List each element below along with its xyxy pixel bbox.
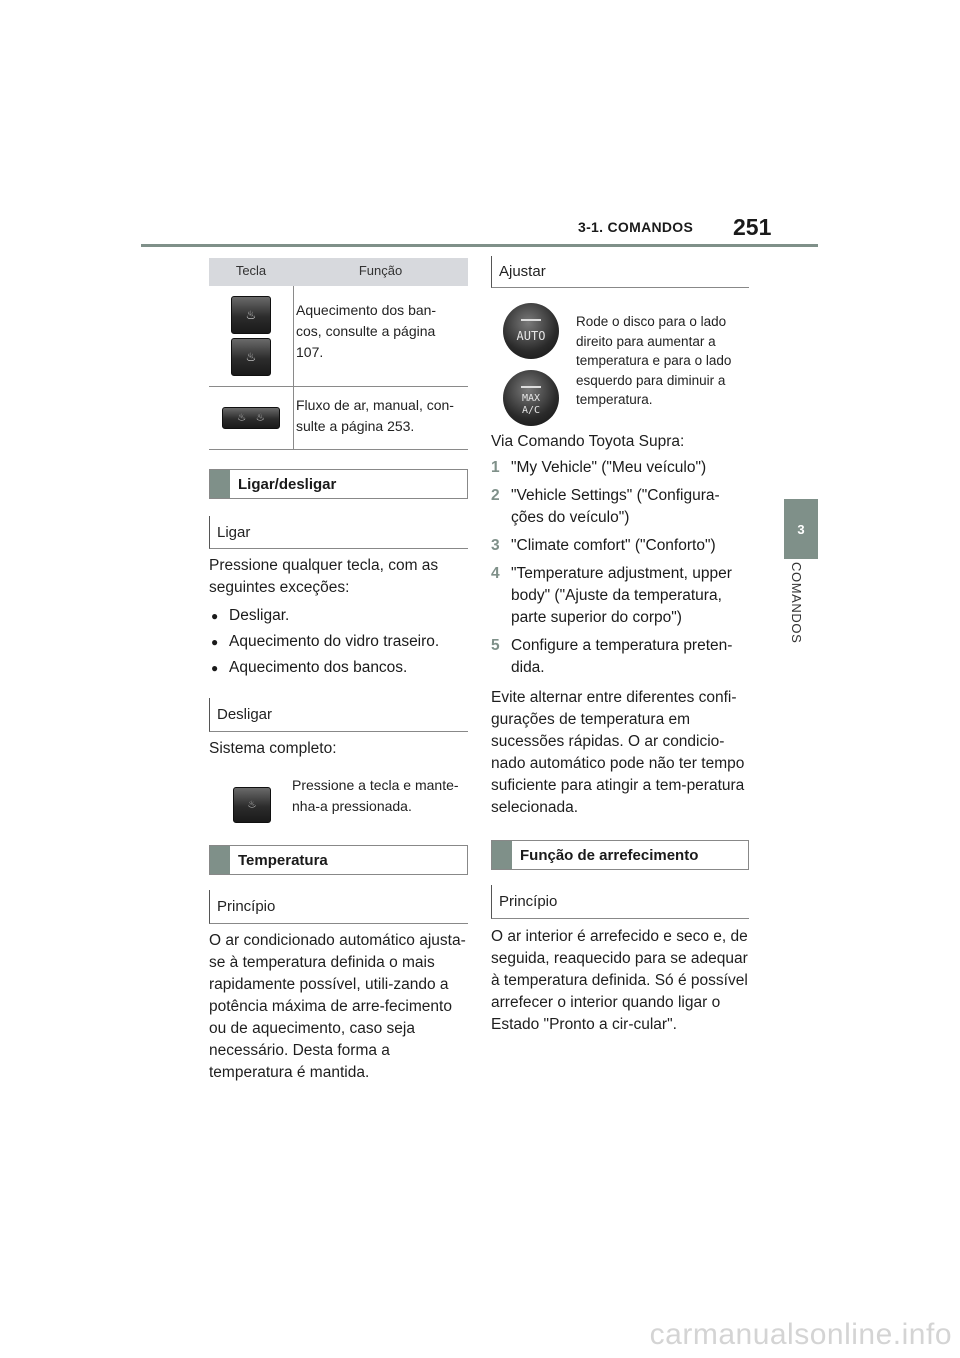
list-item [209, 657, 468, 679]
list-item [209, 631, 468, 653]
seat-heat-icon: ♨ [245, 350, 257, 364]
subheading-principle [491, 885, 749, 919]
seat-heating-keys-image [209, 286, 294, 386]
knob-instruction: Rode o disco para o lado direito para aumentar a temperatura e para o lado esquerdo para diminuir a temperatura. [576, 314, 732, 407]
knob-label: A/C [521, 405, 541, 416]
step-text: "Climate comfort" ("Conforto") [511, 537, 716, 554]
step-text: Configure a temperatura preten-dida. [511, 637, 733, 676]
subheading-text: Princípio [499, 893, 558, 910]
off-instruction: Pressione a tecla e mante-nha-a pressionada. [292, 777, 459, 814]
step-number: 5 [491, 637, 500, 654]
section-title: Função de arrefecimento [520, 846, 699, 864]
seat-heating-left-button [231, 296, 271, 334]
section-header-on-off [209, 469, 468, 499]
subheading-desligar [209, 698, 468, 732]
ajustar-body [491, 431, 749, 819]
bullet-icon: ● [211, 661, 219, 675]
subheading-ligar [209, 516, 468, 549]
paragraph: O ar interior é arrefecido e seco e, de seguida, reaquecido para se adequar à temperatura definida. Só é possível arrefecer o interior quando ligar o Estado "Pronto a cir-cular". [491, 928, 748, 1033]
step-number: 2 [491, 487, 500, 504]
table-header-key: Tecla [235, 263, 267, 278]
airflow-icon: ♨ ♨ [237, 412, 265, 424]
running-header-section: 3-1. COMANDOS [578, 219, 694, 235]
section-header-temperature [209, 845, 468, 875]
list-item [491, 457, 749, 479]
subheading-text: Ajustar [499, 263, 546, 280]
seat-heating-right-button [231, 338, 271, 376]
list-item [491, 535, 749, 557]
off-button [233, 787, 271, 823]
section-title: Ligar/desligar [238, 475, 337, 493]
paragraph: O ar condicionado automático ajusta-se à temperatura definida o mais rapidamente possível, utili-zando a potência máxima de arre-fecimento ou de aquecimento, caso seja necessário. Desta forma a temperatura é mantida. [209, 932, 466, 1081]
subheading-ajustar [491, 256, 749, 288]
knob-marker [521, 319, 541, 321]
max-ac-knob [503, 370, 559, 426]
bullet-icon: ● [211, 635, 219, 649]
page-number: 251 [733, 214, 772, 240]
subheading-text: Princípio [217, 898, 276, 915]
list-item [209, 605, 468, 627]
list-item-text: Aquecimento do vidro traseiro. [229, 633, 440, 650]
section-title: Temperatura [238, 851, 328, 869]
section-marker [492, 841, 512, 869]
section-marker [210, 846, 230, 874]
off-key-image [233, 787, 271, 823]
step-number: 1 [491, 459, 500, 476]
table-row [209, 387, 468, 450]
watermark: carmanualsonline.info [649, 1318, 952, 1351]
knob-label: MAX [521, 393, 541, 404]
chapter-tab-label: COMANDOS [789, 562, 804, 644]
airflow-keys-image [209, 387, 294, 449]
table-cell-function: Fluxo de ar, manual, con-sulte a página 253. [296, 397, 454, 434]
step-text: "My Vehicle" ("Meu veículo") [511, 459, 707, 476]
list-item [491, 563, 749, 629]
list-item [491, 485, 749, 529]
list-item-text: Aquecimento dos bancos. [229, 659, 408, 676]
auto-knob [503, 303, 559, 359]
knob-label: AUTO [516, 329, 546, 343]
key-function-table [209, 258, 468, 450]
airflow-button [222, 407, 280, 429]
airflow-off-icon: ♨ [247, 799, 257, 811]
table-row [209, 286, 468, 387]
table-header-function: Função [358, 263, 403, 278]
section-marker [210, 470, 230, 498]
paragraph: Evite alternar entre diferentes confi-gurações de temperatura em sucessões rápidas. O ar condicio-nado automático pode não ter tempo suficiente para atingir a tem-peratura selecionada. [491, 689, 745, 816]
table-header [209, 258, 468, 286]
step-number: 3 [491, 537, 500, 554]
bullet-icon: ● [211, 609, 219, 623]
knob-marker [521, 386, 541, 388]
subheading-text: Desligar [217, 706, 273, 723]
table-cell-function: Aquecimento dos ban-cos, consulte a página 107. [296, 302, 437, 360]
paragraph: Pressione qualquer tecla, com as seguintes exceções: [209, 557, 439, 596]
subheading-text: Ligar [217, 523, 251, 541]
section-header-cooling [491, 840, 749, 870]
temperature-knobs-image [491, 298, 563, 432]
list-item-text: Desligar. [229, 607, 290, 624]
step-text: "Temperature adjustment, upper body" ("Ajuste da temperatura, parte superior do corpo") [511, 565, 732, 626]
step-number: 4 [491, 565, 500, 582]
chapter-tab: 3 [784, 499, 818, 559]
subheading-principle [209, 890, 468, 924]
list-item [491, 635, 749, 679]
paragraph: Via Comando Toyota Supra: [491, 433, 685, 450]
paragraph: Sistema completo: [209, 740, 337, 757]
header-rule [141, 244, 818, 247]
ligar-body [209, 555, 468, 679]
seat-heat-icon: ♨ [245, 308, 257, 322]
step-text: "Vehicle Settings" ("Configura-ções do veículo") [511, 487, 720, 526]
